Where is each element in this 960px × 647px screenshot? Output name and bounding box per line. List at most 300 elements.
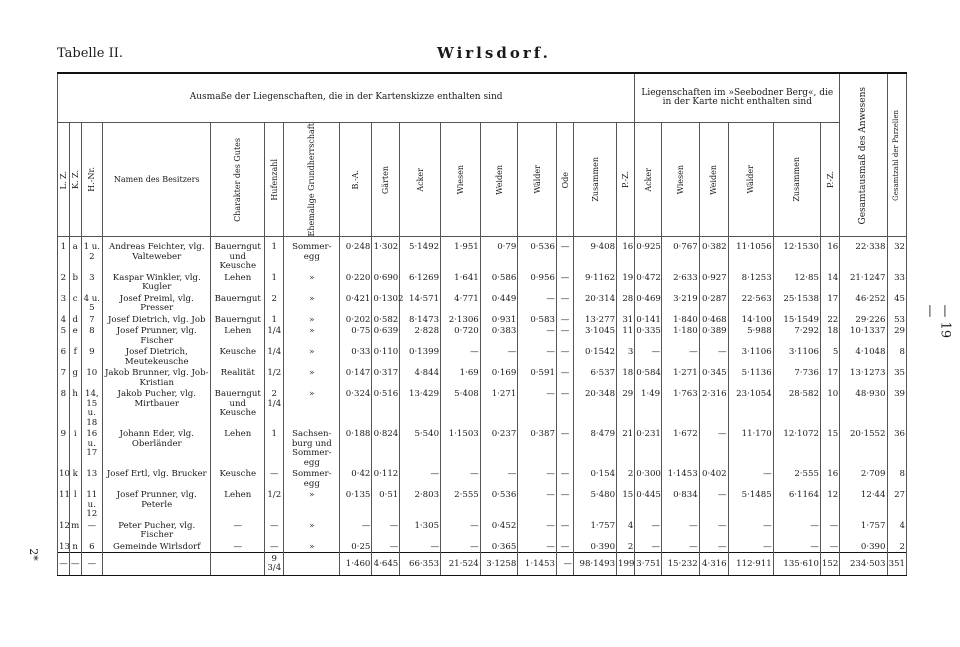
cell-hnr: 3 [81, 272, 102, 293]
cell-b_aecker: 0·141 [636, 314, 661, 325]
cell-herr: Sommer-egg [284, 241, 340, 272]
cell-kz: g [69, 367, 81, 388]
cell-parz: 39 [887, 388, 907, 428]
cell-pz: 19 [617, 272, 635, 293]
cell-b_wiesen: 1·1453 [662, 468, 700, 489]
cell-b_weiden: — [699, 489, 728, 520]
cell-b_aecker: 1·49 [635, 388, 662, 428]
cell-wiesen: — [441, 541, 481, 553]
col-name: Namen des Besitzers [103, 123, 211, 237]
cell-weiden: 0·169 [480, 367, 518, 388]
cell-oede: — [556, 468, 573, 489]
cell-oede: — [556, 388, 573, 428]
cell-pz: 21 [617, 428, 635, 468]
col-gaerten: Gärten [372, 123, 400, 237]
cell-pz: 2 [617, 541, 635, 553]
cell-b_pz: 16 [820, 468, 839, 489]
table-row [58, 367, 907, 388]
cell-gaerten: 0·112 [372, 468, 400, 489]
cell-zus: 0·390 [574, 541, 617, 553]
page-title: Wirlsdorf. [437, 44, 551, 62]
cell-ba: 0·220 [340, 272, 372, 293]
cell-hnr: 16 u. 17 [81, 428, 102, 468]
cell-b_pz: 22 [820, 314, 839, 326]
col-pz: P.-Z. [617, 123, 635, 237]
cell-weiden: 0·79 [480, 241, 518, 272]
cell-ba: 0·188 [340, 428, 372, 468]
cell-aecker: 13·429 [400, 388, 441, 428]
cell-b_zus: 3·1106 [773, 346, 820, 367]
cell-char: — [211, 541, 265, 553]
col-b-zusammen: Zusammen [773, 123, 820, 237]
table-row [58, 272, 907, 293]
cell-char: Keusche [211, 468, 265, 489]
cell-b_weiden: 0·927 [699, 272, 728, 293]
cell-huf: 1 [265, 272, 284, 293]
cell-name: Gemeinde Wirlsdorf [103, 541, 211, 553]
cell-hnr: 11 u. 12 [81, 489, 102, 520]
cell-b_weiden: — [699, 541, 728, 553]
col-grundherrschaft: Ehemalige Grundherrschaft [284, 123, 340, 237]
cell-b_waelder: 5·1485 [728, 489, 773, 520]
cell-name: Josef Dietrich, vlg. Job [103, 314, 211, 326]
col-charakter: Charakter des Gutes [211, 123, 265, 237]
cell-name: Josef Preiml, vlg. Presser [103, 293, 211, 314]
cell-wiesen: 0·720 [441, 325, 481, 346]
cell-ba: 0·248 [340, 241, 372, 272]
cell-b_pz: 17 [820, 367, 839, 388]
cell-weiden: 0·536 [480, 489, 518, 520]
cell-herr: » [284, 314, 340, 326]
cell-b_aecker: 0·472 [635, 272, 662, 293]
cell-ba: 0·42 [340, 468, 372, 489]
cell-weiden: 0·449 [480, 293, 518, 314]
cell-lz: 2 [58, 272, 70, 293]
cell-oede: — [556, 489, 573, 520]
cell-gaerten: 0·639 [372, 325, 400, 346]
cell-herr: » [284, 346, 340, 367]
cell-aecker: — [400, 541, 441, 553]
cell-b_waelder: — [728, 520, 773, 541]
cell-char: Lehen [211, 325, 265, 346]
cell-char: Bauerngut [211, 293, 265, 314]
cell-zus: 9·408 [574, 241, 617, 272]
cell-pz: 11 [617, 325, 635, 346]
cell-b_aecker: — [635, 520, 662, 541]
cell-name: Josef Prunner, vlg. Peterle [103, 489, 211, 520]
cell-gesamt: 4·1048 [840, 346, 887, 367]
cell-zus: 1·757 [574, 520, 617, 541]
cell-zus: 8·479 [574, 428, 617, 468]
cell-b_wiesen: — [662, 346, 700, 367]
cell-weiden: — [480, 346, 518, 367]
cell-wiesen: 1·641 [441, 272, 481, 293]
cell-b_waelder: 14·100 [728, 314, 773, 326]
cell-gesamt: 46·252 [840, 293, 887, 314]
col-oede: Öde [556, 123, 573, 237]
cell-ba: 0·25 [340, 541, 372, 553]
cell-ba: — [340, 520, 372, 541]
cell-gaerten: 0·824 [372, 428, 400, 468]
cell-herr: » [284, 367, 340, 388]
table-row [58, 541, 907, 553]
cell-lz: 9 [58, 428, 70, 468]
cell-b_wiesen: 0·834 [662, 489, 700, 520]
cell-gesamt: 0·390 [840, 541, 887, 553]
cell-b_weiden: 0·468 [699, 314, 728, 326]
page-number: — 19 — [922, 304, 953, 339]
cell-b_wiesen: 1·840 [662, 314, 700, 326]
cell-zus: 20·314 [574, 293, 617, 314]
cell-oede: — [556, 520, 573, 541]
col-lz: L. Z. [58, 123, 70, 237]
cell-char: Bauerngut und Keusche [211, 241, 265, 272]
cell-b_waelder: 3·1106 [728, 346, 773, 367]
cell-zus: 5·480 [574, 489, 617, 520]
cell-waelder: — [518, 520, 557, 541]
cell-b_wiesen: 1·763 [662, 388, 700, 428]
cell-kz: k [69, 468, 81, 489]
cell-lz: 8 [58, 388, 70, 428]
cell-char: Realität [211, 367, 265, 388]
cell-char: Bauerngut und Keusche [211, 388, 265, 428]
cell-ba: 0·147 [340, 367, 372, 388]
cell-aecker: 8·1473 [400, 314, 441, 326]
cell-pz: 3 [617, 346, 635, 367]
cell-ba: 0·421 [340, 293, 372, 314]
cell-hnr: 1 u. 2 [81, 241, 102, 272]
col-waelder: Wälder [518, 123, 557, 237]
cell-aecker: 2·828 [400, 325, 441, 346]
cell-b_pz: 10 [820, 388, 839, 428]
totals-row: — — — 9 3/4 1·460 4·645 66·353 21·524 3·1258 1·1453 — 98·1493 199 3·751 15·232 4·316 112·911 135·610 152 234·503 351 [58, 553, 907, 576]
cell-herr: Sommer-egg [284, 468, 340, 489]
cell-b_zus: 15·1549 [773, 314, 820, 326]
cell-b_aecker: 0·231 [635, 428, 662, 468]
cell-lz: 13 [59, 541, 70, 552]
cell-b_wiesen: — [662, 541, 700, 553]
cell-herr: » [284, 520, 340, 541]
cell-huf: — [265, 541, 284, 553]
cell-gaerten: 0·516 [372, 388, 400, 428]
cell-huf: 1 [265, 314, 284, 326]
cell-b_waelder: 8·1253 [728, 272, 773, 293]
cell-aecker: 5·540 [400, 428, 441, 468]
cell-char: Keusche [211, 346, 265, 367]
cell-char: Bauerngut [211, 314, 265, 326]
cell-aecker: 5·1492 [400, 241, 441, 272]
cell-b_zus: 6·1164 [773, 489, 820, 520]
cell-b_weiden: 0·287 [699, 293, 728, 314]
cell-lz: 12 [58, 520, 70, 541]
cell-pz: 15 [617, 489, 635, 520]
cell-hnr: 13 [81, 468, 102, 489]
cell-weiden: 0·383 [480, 325, 518, 346]
group-header-seebodner: Liegenschaften im »Seebodner Berg«, die in der Karte nicht enthalten sind [635, 73, 840, 123]
cell-weiden: — [480, 468, 518, 489]
cell-pz: 18 [617, 367, 635, 388]
cell-gesamt: 12·44 [840, 489, 887, 520]
cell-zus: 9·1162 [574, 272, 617, 293]
cell-b_weiden: 0·402 [699, 468, 728, 489]
margin-mark: 2* [26, 548, 40, 561]
cell-gaerten: — [372, 541, 400, 553]
cell-hnr: — [81, 520, 102, 541]
cell-b_weiden: 0·345 [699, 367, 728, 388]
cell-wiesen: — [441, 346, 481, 367]
cell-b_wiesen: 1·271 [662, 367, 700, 388]
cell-b_aecker: — [635, 346, 662, 367]
col-ba: B.-A. [340, 123, 372, 237]
cell-gesamt: 29·226 [840, 314, 887, 326]
cell-char: Lehen [211, 428, 265, 468]
cell-herr: Sachsen-burg und Sommer-egg [284, 428, 340, 468]
table-body [58, 237, 907, 553]
cell-aecker: 0·1399 [400, 346, 441, 367]
cell-gesamt: 21·1247 [840, 272, 887, 293]
cell-wiesen: 1·951 [441, 241, 481, 272]
cell-kz: i [69, 428, 81, 468]
cell-ba: 0·324 [340, 388, 372, 428]
cell-kz: a [69, 241, 81, 272]
cell-kz: f [69, 346, 81, 367]
cell-lz: 7 [58, 367, 70, 388]
cell-b_pz: 17 [820, 293, 839, 314]
cell-waelder: 0·591 [518, 367, 557, 388]
cell-huf: 1/4 [265, 325, 284, 346]
cell-ba: 0·75 [340, 325, 372, 346]
cell-parz: 33 [887, 272, 907, 293]
col-parzellen: Gesamtzahl der Parzellen [887, 73, 907, 237]
cell-b_zus: 28·582 [773, 388, 820, 428]
cell-hnr: 10 [81, 367, 102, 388]
holdings-table [57, 72, 907, 576]
cell-b_zus: 12·1072 [773, 428, 820, 468]
table-row [58, 293, 907, 314]
cell-kz: m [69, 520, 81, 541]
cell-aecker: 2·803 [400, 489, 441, 520]
cell-b_pz: 15 [820, 428, 839, 468]
cell-herr: » [284, 325, 340, 346]
cell-aecker: 4·844 [400, 367, 441, 388]
table-row [58, 489, 907, 520]
cell-gesamt: 13·1273 [840, 367, 887, 388]
cell-ba: 0·135 [340, 489, 372, 520]
col-kz: K. Z. [69, 123, 81, 237]
cell-parz: 27 [887, 489, 907, 520]
cell-b_pz: 5 [820, 346, 839, 367]
cell-oede: — [556, 272, 573, 293]
cell-b_wiesen: 1·672 [662, 428, 700, 468]
cell-waelder: 0·536 [518, 241, 557, 272]
cell-name: Jakob Pucher, vlg. Mirtbauer [103, 388, 211, 428]
cell-parz: 29 [887, 325, 907, 346]
cell-lz: 3 [58, 293, 70, 314]
col-zusammen: Zusammen [574, 123, 617, 237]
table-row [58, 325, 907, 346]
cell-lz: 4 [58, 314, 70, 326]
cell-weiden: 0·452 [480, 520, 518, 541]
cell-oede: — [556, 367, 573, 388]
cell-huf: 1/2 [265, 367, 284, 388]
cell-gaerten: — [372, 520, 400, 541]
cell-lz: 5 [58, 325, 70, 346]
cell-weiden: 0·237 [480, 428, 518, 468]
cell-b_weiden: — [699, 346, 728, 367]
cell-huf: 1/4 [265, 346, 284, 367]
cell-name: Kaspar Winkler, vlg. Kugler [103, 272, 211, 293]
cell-name: Josef Prunner, vlg. Fischer [103, 325, 211, 346]
cell-aecker: 14·571 [400, 293, 441, 314]
cell-b_wiesen: 1·180 [662, 325, 700, 346]
col-b-aecker: Äcker [635, 123, 662, 237]
cell-name: Josef Ertl, vlg. Brucker [103, 468, 211, 489]
cell-herr: » [284, 293, 340, 314]
cell-name: Andreas Feichter, vlg. Valteweber [103, 241, 211, 272]
cell-b_zus: — [773, 541, 820, 553]
cell-weiden: 0·586 [480, 272, 518, 293]
col-b-weiden: Weiden [699, 123, 728, 237]
cell-wiesen: 1·69 [441, 367, 481, 388]
cell-b_zus: 12·1530 [773, 241, 820, 272]
cell-b_pz: — [820, 520, 839, 541]
page-header [57, 42, 907, 68]
cell-parz: 8 [887, 468, 907, 489]
cell-b_waelder: 23·1054 [728, 388, 773, 428]
cell-pz: 29 [617, 388, 635, 428]
cell-oede: — [556, 428, 573, 468]
cell-waelder: — [518, 468, 557, 489]
cell-waelder: 0·583 [518, 314, 557, 326]
cell-ba: 0·202 [340, 314, 372, 326]
col-hnr: H.-Nr. [81, 123, 102, 237]
cell-b_aecker: 0·925 [635, 241, 662, 272]
cell-b_zus: 7·736 [773, 367, 820, 388]
column-headers [58, 123, 907, 237]
cell-oede: — [556, 325, 573, 346]
cell-b_zus: 7·292 [773, 325, 820, 346]
cell-b_weiden: 0·389 [699, 325, 728, 346]
cell-name: Johann Eder, vlg. Oberländer [103, 428, 211, 468]
cell-hnr: 14, 15 u. 18 [81, 388, 102, 428]
cell-b_aecker: — [635, 541, 662, 553]
cell-kz: n [69, 541, 81, 553]
cell-aecker: — [400, 468, 441, 489]
cell-wiesen: 2·1306 [441, 314, 481, 326]
cell-b_weiden: 0·382 [699, 241, 728, 272]
table-label: Tabelle II. [57, 46, 123, 61]
cell-pz: 4 [617, 520, 635, 541]
cell-b_pz: 18 [820, 325, 839, 346]
cell-wiesen: 4·771 [441, 293, 481, 314]
cell-aecker: 1·305 [400, 520, 441, 541]
cell-aecker: 6·1269 [400, 272, 441, 293]
cell-hnr: 4 u. 5 [81, 293, 102, 314]
cell-huf: — [265, 520, 284, 541]
cell-gaerten: 0·582 [373, 314, 399, 325]
cell-huf: 1 [265, 241, 284, 272]
col-b-waelder: Wälder [728, 123, 773, 237]
cell-waelder: — [518, 346, 557, 367]
cell-b_aecker: 0·584 [635, 367, 662, 388]
cell-char: Lehen [211, 272, 265, 293]
cell-waelder: — [518, 541, 557, 553]
cell-huf: — [265, 468, 284, 489]
cell-b_weiden: — [699, 520, 728, 541]
cell-name: Peter Pucher, vlg. Fischer [103, 520, 211, 541]
table-row [58, 468, 907, 489]
cell-wiesen: 5·408 [441, 388, 481, 428]
cell-wiesen: — [441, 468, 481, 489]
cell-parz: 4 [887, 520, 907, 541]
cell-ba: 0·33 [340, 346, 372, 367]
cell-b_aecker: 0·335 [635, 325, 662, 346]
cell-pz: 28 [617, 293, 635, 314]
cell-herr: » [284, 541, 340, 553]
cell-herr: » [284, 489, 340, 520]
cell-wiesen: 1·1503 [441, 428, 481, 468]
cell-b_wiesen: 0·767 [662, 241, 700, 272]
cell-b_wiesen: — [662, 520, 700, 541]
table-row [58, 314, 907, 326]
cell-kz: h [69, 388, 81, 428]
cell-kz: l [69, 489, 81, 520]
cell-kz: b [69, 272, 81, 293]
cell-gesamt: 2·709 [840, 468, 887, 489]
col-aecker: Äcker [400, 123, 441, 237]
cell-lz: 6 [58, 346, 70, 367]
cell-b_waelder: — [728, 468, 773, 489]
cell-b_waelder: 22·563 [728, 293, 773, 314]
cell-b_waelder: 11·1056 [728, 241, 773, 272]
cell-oede: — [556, 293, 573, 314]
cell-gesamt: 48·930 [840, 388, 887, 428]
cell-char: Lehen [211, 489, 265, 520]
cell-b_pz: 14 [820, 272, 839, 293]
col-wiesen: Wiesen [441, 123, 481, 237]
cell-name: Jakob Brunner, vlg. Job-Kristian [103, 367, 211, 388]
cell-herr: » [284, 388, 340, 428]
col-hufenzahl: Hufenzahl [265, 123, 284, 237]
cell-b_waelder: 5·1136 [728, 367, 773, 388]
cell-zus: 13·277 [574, 314, 617, 326]
cell-parz: 45 [887, 293, 907, 314]
cell-oede: — [556, 314, 573, 326]
cell-gaerten: 0·51 [372, 489, 400, 520]
cell-oede: — [556, 241, 573, 272]
cell-parz: 2 [887, 541, 907, 553]
cell-kz: e [69, 325, 81, 346]
cell-gaerten: 0·317 [372, 367, 400, 388]
cell-lz: 10 [58, 468, 70, 489]
cell-waelder: — [518, 388, 557, 428]
cell-weiden: 0·931 [480, 314, 518, 326]
cell-wiesen: 2·555 [441, 489, 481, 520]
cell-gaerten: 0·110 [372, 346, 400, 367]
cell-weiden: 1·271 [480, 388, 518, 428]
cell-zus: 0·1542 [574, 346, 617, 367]
cell-b_waelder: 5·988 [728, 325, 773, 346]
cell-b_weiden: — [699, 428, 728, 468]
cell-b_waelder: — [728, 541, 773, 553]
cell-parz: 53 [887, 314, 907, 326]
col-weiden: Weiden [480, 123, 518, 237]
cell-b_zus: — [773, 520, 820, 541]
cell-herr: » [284, 272, 340, 293]
cell-b_waelder: 11·170 [728, 428, 773, 468]
cell-b_aecker: 0·445 [635, 489, 662, 520]
table-row [58, 346, 907, 367]
